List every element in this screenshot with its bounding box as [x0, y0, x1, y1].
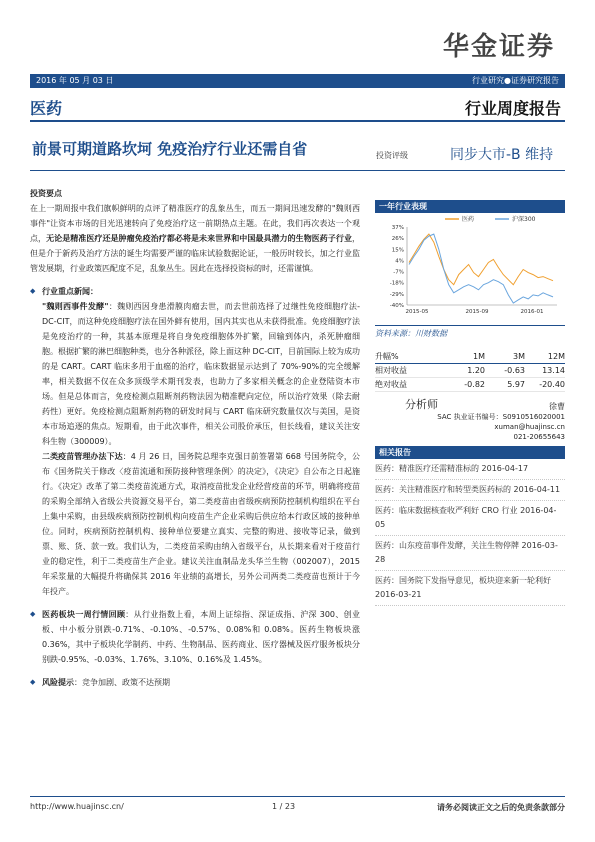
- th-3m: 3M: [513, 352, 525, 361]
- series-line-0: [409, 234, 553, 285]
- news-1-body: ：魏则西因身患滑膜肉瘤去世，而去世前选择了过继性免疫细胞疗法-DC-CIT，而这种免疫细胞疗法在国外鲜有使用，国内其实也从未获得批准。免疫细胞疗法是免疫治疗的一种，其基本原理是将自身免疫细胞体外扩繁，回输到体内，杀死肿瘤细胞。根据扩繁的淋巴细胞种类，也分各种派径，除上面这种 DC-CIT，目前国际上较为成功的是 CART。CART 临床多用于血癌的治疗，临床数据显示达到了 70%-90%的完全缓解率，相关数据不仅在众多顶级学术期刊发表，也助力了多家相关概念的企业登陆资本市场。但是总体而言，免疫检测点阻断剂药物法因为精准靶向定位，所以治疗效果（除去耐药性）更好。免疫检测点阻断剂药物的研发时间与 CART 临床研究数量仅次与美国，是资本市场追逐的焦点。短期看，由于此次事件，相关公司股价承压，但长线看，建议关注安科生物（300009）。: [42, 302, 361, 446]
- footer-disclaimer: 请务必阅读正文之后的免责条款部分: [437, 803, 565, 812]
- th-1m: 1M: [473, 352, 485, 361]
- summary-text-a: 在上一期周报中我们旗帜鲜明的点评了精准医疗的乱象丛生，而五一期间迅速发酵的"魏则西事件"让资本市场的目光迅速转向了免疫治疗这一前期热点主题。在此，我们再次表达一个观点，: [30, 204, 360, 243]
- company-logo: 华金证券: [442, 32, 555, 62]
- title-rule: [30, 170, 565, 171]
- analyst-email[interactable]: xuman@huajinsc.cn: [494, 423, 565, 431]
- performance-table: [375, 350, 565, 392]
- cell-3m: 5.97: [507, 380, 525, 389]
- footer-rule: [30, 796, 565, 797]
- report-category: 行业研究●证券研究报告: [472, 76, 559, 85]
- y-tick-label: 26%: [391, 236, 404, 243]
- header-bar: [30, 74, 565, 88]
- table-row: [375, 364, 565, 378]
- y-tick-label: 37%: [391, 225, 404, 231]
- report-title: 前景可期道路坎坷 免疫治疗行业还需自省: [32, 140, 308, 158]
- summary-text-c: ，但是介于新药及治疗方法的诞生均需要严谨的临床试验数据论证，一般历时较长，加之行业监管发展期，行业政策匹配度不足，乱象丛生。因此在选择投资标的时，还需谨慎。: [30, 234, 361, 273]
- cell-3m: -0.63: [504, 366, 525, 375]
- analyst-name: 徐曹: [549, 402, 565, 411]
- series-line-1: [409, 234, 553, 303]
- rating-value: 同步大市-B 维持: [450, 147, 554, 163]
- cell-1m: 1.20: [467, 366, 485, 375]
- x-tick-label: 2016-01: [520, 309, 544, 315]
- list-item[interactable]: 医药：精准医疗还需精准标的 2016-04-17: [375, 459, 565, 480]
- sector-label: 医药: [30, 99, 63, 118]
- cell-1m: -0.82: [464, 380, 485, 389]
- analyst-block: [375, 396, 565, 442]
- header-rule: [30, 120, 565, 122]
- th-12m: 12M: [547, 352, 565, 361]
- main-content: [30, 186, 360, 690]
- legend-label: 沪深300: [512, 216, 536, 223]
- market-review-paragraph: [30, 607, 360, 667]
- related-reports: [375, 446, 565, 606]
- news-2-title: 二类疫苗管理办法下达: [42, 452, 123, 461]
- th-label: 升幅%: [375, 352, 399, 361]
- summary-text-bold: 无论是精准医疗还是肿瘤免疫治疗都必将是未来世界和中国最具潜力的生物医药子行业: [46, 234, 353, 243]
- y-tick-label: -7%: [393, 269, 404, 276]
- list-item[interactable]: 医药：国务院下发指导意见，板块迎来新一轮利好 2016-03-21: [375, 571, 565, 606]
- list-item[interactable]: 医药：山东疫苗事件发酵，关注生物停牌 2016-03-28: [375, 536, 565, 571]
- summary-paragraph: [30, 201, 360, 276]
- perf-heading: 一年行业表现: [375, 200, 565, 213]
- rating-label: 投资评级: [376, 151, 408, 160]
- news-heading: ◆ 行业重点新闻：: [30, 284, 360, 299]
- market-review-body: ：从行业指数上看，本周上证综指、深证成指、沪深 300、创业板、中小板分别跌-0.71%、-0.10%、-0.57%、0.08%和 0.08%。医药生物板块涨 0.36%，其中子板块化学制药、中药、生物制品、医药商业、医疗器械及医疗服务板块分别跌-0.95%、-0.03%、1.76%、3.10%、0.16%及 1.45%。: [42, 610, 361, 664]
- report-date: 2016 年 05 月 03 日: [36, 76, 114, 85]
- row-label: 相对收益: [375, 366, 407, 375]
- cell-12m: 13.14: [542, 366, 565, 375]
- row-label: 绝对收益: [375, 380, 407, 389]
- news-2-body: ：4 月 26 日，国务院总理李克强日前签署第 668 号国务院令，公布《国务院关于修改〈疫苗流通和预防接种管理条例〉的决定》，《决定》自公布之日起施行。《决定》改革了第二类疫苗流通方式，取消疫苗批发企业经营疫苗的环节，明确将疫苗的采购全部纳入省级公共资源交易平台，第二类疫苗由省级疾病预防控制机构组织在平台上集中采购，由县级疾病预防控制机构向疫苗生产企业采购后供应给本行政区域的接种单位。同时，疾病预防控制机构、接种单位要建立真实、完整的购进、接收等记录，做到票、账、货、款一致。我们认为，二类疫苗采购由纳入省级平台，从长期来看对于疫苗行业的稳定性，利于二类疫苗生产企业。建议关注血制品龙头华兰生物（002007），2015 年采浆量的大幅提升将确保其 2016 年业绩的高增长，另外公司两类二类疫苗也预计于今年投产。: [42, 452, 360, 596]
- risk-body: ：竞争加剧、政策不达预期: [74, 678, 170, 687]
- y-tick-label: -18%: [389, 280, 404, 287]
- y-tick-label: 4%: [395, 258, 404, 265]
- x-tick-label: 2015-09: [465, 309, 489, 315]
- footer-url[interactable]: http://www.huajinsc.cn/: [30, 802, 124, 811]
- news-paragraph-1: [30, 299, 360, 449]
- news-1-title: "魏则西事件发酵": [42, 302, 109, 311]
- analyst-phone: 021-20655643: [513, 433, 565, 441]
- analyst-cert: SAC 执业证书编号：S0910516020001: [437, 413, 565, 421]
- list-item[interactable]: 医药：临床数据核查收严利好 CRO 行业 2016-04-05: [375, 501, 565, 536]
- risk-paragraph: [30, 675, 360, 690]
- market-review-title: 医药板块一周行情回顾: [42, 610, 126, 619]
- invest-heading: 投资要点: [30, 189, 62, 198]
- x-tick-label: 2015-05: [405, 309, 429, 315]
- news-paragraph-2: [30, 449, 360, 599]
- risk-title: 风险提示: [42, 678, 74, 687]
- legend-label: 医药: [462, 216, 475, 223]
- table-row: [375, 378, 565, 392]
- sidebar-performance: [375, 200, 565, 339]
- table-header: [375, 350, 565, 364]
- list-item[interactable]: 医药：关注精准医疗和转型类医药标的 2016-04-11: [375, 480, 565, 501]
- related-heading: 相关报告: [375, 446, 565, 459]
- performance-chart: [375, 213, 565, 321]
- y-tick-label: -40%: [389, 303, 404, 309]
- analyst-label: 分析师: [405, 398, 438, 411]
- report-type: 行业周度报告: [464, 99, 561, 118]
- y-tick-label: -29%: [389, 291, 404, 298]
- page-number: 1 / 23: [272, 802, 296, 811]
- chart-source: 资料来源：川财数据: [375, 325, 565, 339]
- cell-12m: -20.40: [539, 380, 565, 389]
- y-tick-label: 15%: [391, 247, 404, 254]
